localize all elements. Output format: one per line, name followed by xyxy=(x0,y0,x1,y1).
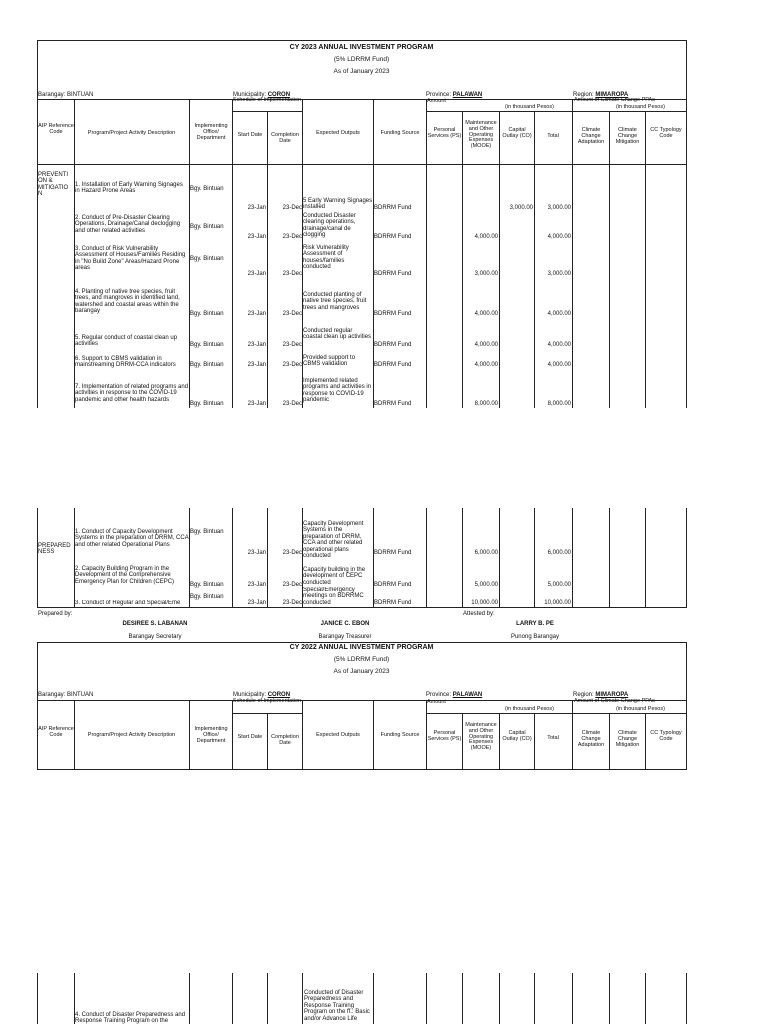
program-as-of: As of January 2023 xyxy=(333,68,390,75)
program-title-2022: CY 2022 ANNUAL INVESTMENT PROGRAM xyxy=(289,644,434,651)
thousand-header: (in thousand Pesos) xyxy=(505,706,554,712)
attested-by-label: Attested by: xyxy=(463,611,495,617)
co-header: Capital Outlay (CO) xyxy=(502,127,532,139)
signatory-treasurer-role: Barangay Treasurer xyxy=(318,634,372,640)
completion-header: Completion Date xyxy=(271,132,299,144)
schedule-header: Schedule of Implementation xyxy=(232,698,302,704)
outputs-header: Expected Outputs xyxy=(316,130,360,136)
prepared-by-label: Prepared by: xyxy=(38,611,73,617)
typology-header: CC Typology Code xyxy=(650,127,682,139)
climate-thousand-header: (in thousand Pesos) xyxy=(616,104,665,110)
section-prevention: PREVENTI ON & MITIGATIO N xyxy=(38,172,69,198)
signatory-secretary-role: Barangay Secretary xyxy=(128,634,182,640)
mooe-header: Maintenance and Other Operating Expenses (MOOE) xyxy=(465,722,497,752)
outputs-header: Expected Outputs xyxy=(316,732,360,738)
description-header: Program/Project Activity Description xyxy=(87,130,176,136)
province-label: Province: PALAWAN xyxy=(426,692,483,698)
province-label: Province: PALAWAN xyxy=(426,92,483,98)
office-header: Implementing Office/ Department xyxy=(194,123,228,141)
co-header: Capital Outlay (CO) xyxy=(502,730,532,742)
aip-code-header: AIP Reference Code xyxy=(38,123,74,135)
mitigation-header: Climate Change Mitigation xyxy=(615,730,640,748)
adaptation-header: Climate Change Adaptation xyxy=(577,127,605,145)
climate-amount-header: Amount of Climate Change PPAs xyxy=(574,698,655,704)
start-header: Start Date xyxy=(237,132,263,138)
description-header: Program/Project Activity Description xyxy=(87,732,176,738)
program-subtitle-2022: (5% LDRRM Fund) xyxy=(333,656,390,663)
funding-header: Funding Source xyxy=(380,732,420,738)
barangay-label: Barangay: BINTUAN xyxy=(38,92,94,98)
schedule-header: Schedule of Implementation xyxy=(232,97,302,103)
signatory-secretary-name: DESIREE S. LABANAN xyxy=(122,621,188,627)
aip-code-header: AIP Reference Code xyxy=(38,726,74,738)
section-preparedness: PREPARED NESS xyxy=(38,543,71,556)
total-header: Total xyxy=(547,735,559,741)
region-label: Region: MIMAROPA xyxy=(573,92,629,98)
signatory-punong-name: LARRY B. PE xyxy=(516,621,554,627)
office-header: Implementing Office/ Department xyxy=(194,726,228,744)
completion-header: Completion Date xyxy=(271,734,299,746)
thousand-header: (in thousand Pesos) xyxy=(505,104,554,110)
start-header: Start Date xyxy=(237,734,263,740)
signatory-punong-role: Punong Barangay xyxy=(510,634,560,640)
amount-header: Amount xyxy=(427,98,446,104)
municipality-label: Municipality: CORON xyxy=(233,692,291,698)
total-header: Total xyxy=(547,133,559,139)
funding-header: Funding Source xyxy=(380,130,420,136)
region-label: Region: MIMAROPA xyxy=(573,692,629,698)
climate-thousand-header: (in thousand Pesos) xyxy=(616,706,665,712)
program-title: CY 2023 ANNUAL INVESTMENT PROGRAM xyxy=(289,44,434,51)
program-as-of-2022: As of January 2023 xyxy=(333,668,390,675)
amount-header: Amount xyxy=(427,699,446,705)
climate-amount-header: Amount of Climate Change PPAs xyxy=(574,97,655,103)
mitigation-header: Climate Change Mitigation xyxy=(615,127,640,145)
program-subtitle: (5% LDRRM Fund) xyxy=(333,56,390,63)
ps-header: Personal Services (PS) xyxy=(427,730,462,742)
adaptation-header: Climate Change Adaptation xyxy=(577,730,605,748)
signatory-treasurer-name: JANICE C. EBON xyxy=(320,621,370,627)
municipality-label: Municipality: CORON xyxy=(233,92,291,98)
ps-header: Personal Services (PS) xyxy=(427,127,462,139)
mooe-header: Maintenance and Other Operating Expenses (MOOE) xyxy=(465,120,497,150)
typology-header: CC Typology Code xyxy=(650,730,682,742)
barangay-label: Barangay: BINTUAN xyxy=(38,692,94,698)
